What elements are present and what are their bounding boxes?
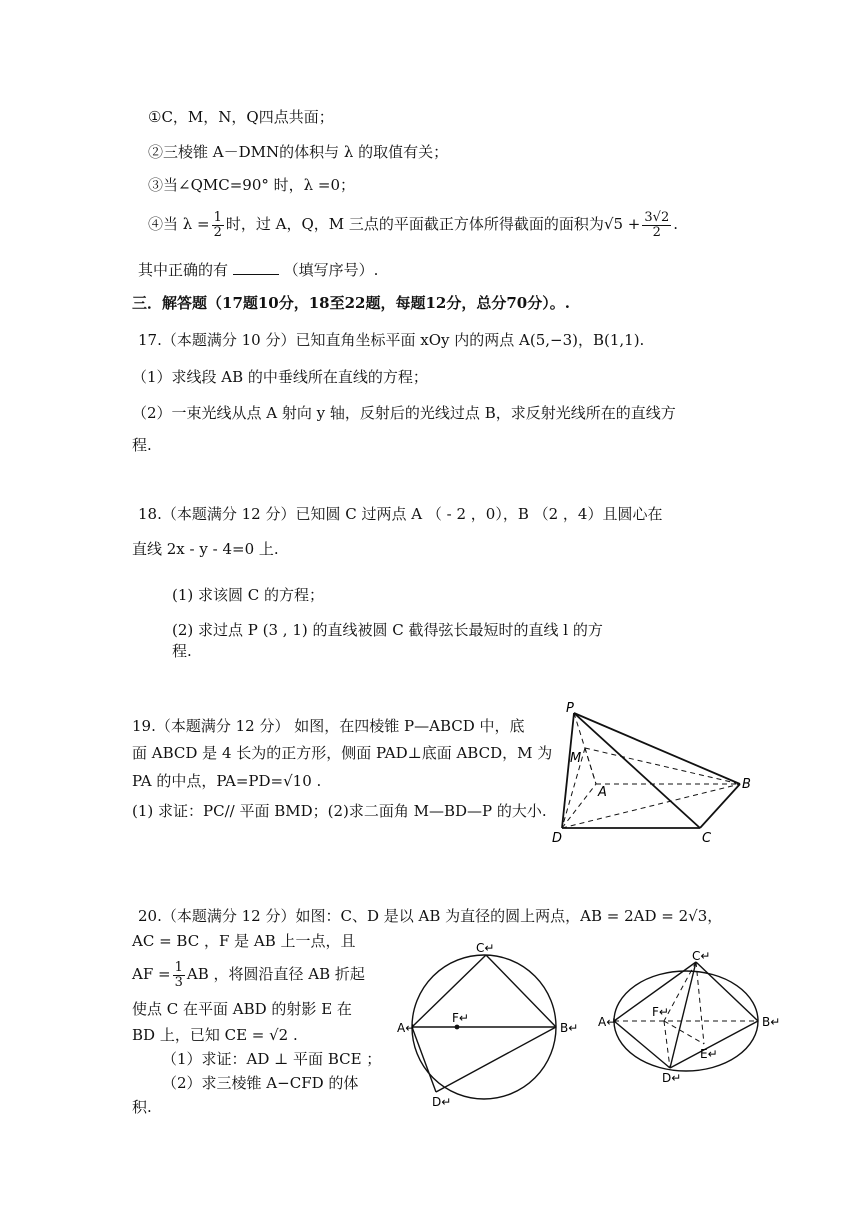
q20-line4: 使点 C 在平面 ABD 的射影 E 在	[132, 1000, 352, 1018]
q20-line3	[132, 956, 365, 992]
label-f: F↵	[452, 1011, 469, 1025]
label-m: M	[570, 751, 582, 766]
q19-line3: PA 的中点，PA=PD=√10 .	[132, 772, 322, 790]
label-a: A↵	[598, 1015, 617, 1029]
q17-header: 17.（本题满分 10 分）已知直角坐标平面 xOy 内的两点 A(5,−3)，B(1,1).	[138, 331, 645, 349]
circle-figure	[396, 938, 582, 1108]
label-a: A↵	[397, 1021, 416, 1035]
option-2: ②三棱锥 A－DMN的体积与 λ 的取值有关；	[148, 143, 449, 161]
q20-line3-end: AB ，将圆沿直径 AB 折起	[186, 965, 365, 983]
label-a: A	[598, 785, 607, 800]
q17-part2: （2）一束光线从点 A 射向 y 轴，反射后的光线过点 B，求反射光线所在的直线方	[132, 404, 676, 422]
label-f: F↵	[652, 1005, 669, 1019]
folded-figure	[596, 948, 788, 1088]
label-c: C↵	[692, 949, 711, 963]
fraction-half	[212, 211, 224, 240]
option-4-root: √5 +	[603, 215, 641, 233]
q18-part2: (2) 求过点 P (3 , 1) 的直线被圆 C 截得弦长最短时的直线 l 的方	[172, 621, 603, 639]
q20-line5: BD 上，已知 CE = √2 .	[132, 1026, 298, 1044]
label-d: D↵	[662, 1071, 682, 1085]
fraction-denominator: 3	[174, 974, 183, 990]
fraction-numerator: 3√2	[644, 209, 670, 225]
fraction-one-third	[173, 961, 185, 990]
q20-part2-cont: 积.	[132, 1098, 152, 1116]
option-4	[148, 206, 678, 242]
q18-part2-cont: 程.	[172, 642, 192, 660]
q20-part1: （1）求证：AD ⊥ 平面 BCE ；	[162, 1050, 382, 1068]
label-b: B	[742, 777, 751, 792]
q19-line4: (1) 求证：PC// 平面 BMD；(2)求二面角 M—BD—P 的大小.	[132, 802, 547, 820]
pyramid-figure	[548, 700, 764, 848]
label-d: D↵	[432, 1095, 452, 1108]
fraction-denominator: 2	[213, 224, 222, 240]
option-4-end: .	[673, 215, 678, 233]
label-p: P	[566, 701, 574, 716]
option-4-middle: 时，过 A，Q，M 三点的平面截正方体所得截面的面积为	[225, 215, 604, 233]
fill-prompt: 其中正确的有	[138, 261, 229, 279]
label-b: B↵	[762, 1015, 781, 1029]
label-e: E↵	[700, 1047, 718, 1061]
q20-line3-start: AF =	[132, 965, 171, 983]
q18-part1: (1) 求该圆 C 的方程；	[172, 586, 325, 604]
fraction-numerator: 1	[213, 209, 222, 225]
label-c: C↵	[476, 941, 495, 955]
q18-header: 18.（本题满分 12 分）已知圆 C 过两点 A （ - 2 ，0），B （2 ，4）且圆心在	[138, 505, 663, 523]
fill-in-line	[138, 259, 378, 281]
q17-part1: （1）求线段 AB 的中垂线所在直线的方程；	[132, 368, 428, 386]
option-4-start: ④当 λ =	[148, 215, 210, 233]
fill-hint: （填写序号）.	[283, 261, 379, 279]
option-3: ③当∠QMC=90° 时，λ =0；	[148, 176, 356, 194]
q19-line2: 面 ABCD 是 4 长为的正方形，侧面 PAD⊥底面 ABCD，M 为	[132, 744, 553, 762]
fraction-denominator: 2	[652, 224, 661, 240]
q17-part2-cont: 程.	[132, 436, 152, 454]
q20-line1: 20.（本题满分 12 分）如图：C、D 是以 AB 为直径的圆上两点，AB = 2AD = 2√3，	[138, 907, 723, 925]
option-1: ①C，M，N，Q四点共面；	[148, 108, 334, 126]
section-3-heading: 三．解答题（17题10分，18至22题，每题12分，总分70分）。.	[132, 294, 570, 312]
fraction-3root2-over-2	[642, 211, 671, 240]
label-c: C	[702, 831, 712, 846]
label-d: D	[552, 831, 563, 846]
answer-blank[interactable]	[233, 260, 279, 275]
fraction-numerator: 1	[174, 959, 183, 975]
q19-line1: 19.（本题满分 12 分） 如图，在四棱锥 P—ABCD 中，底	[132, 717, 525, 735]
label-b: B↵	[560, 1021, 579, 1035]
q18-header-cont: 直线 2x - y - 4=0 上.	[132, 540, 279, 558]
q20-line2: AC = BC ，F 是 AB 上一点，且	[132, 932, 356, 950]
q20-part2: （2）求三棱锥 A−CFD 的体	[162, 1074, 359, 1092]
